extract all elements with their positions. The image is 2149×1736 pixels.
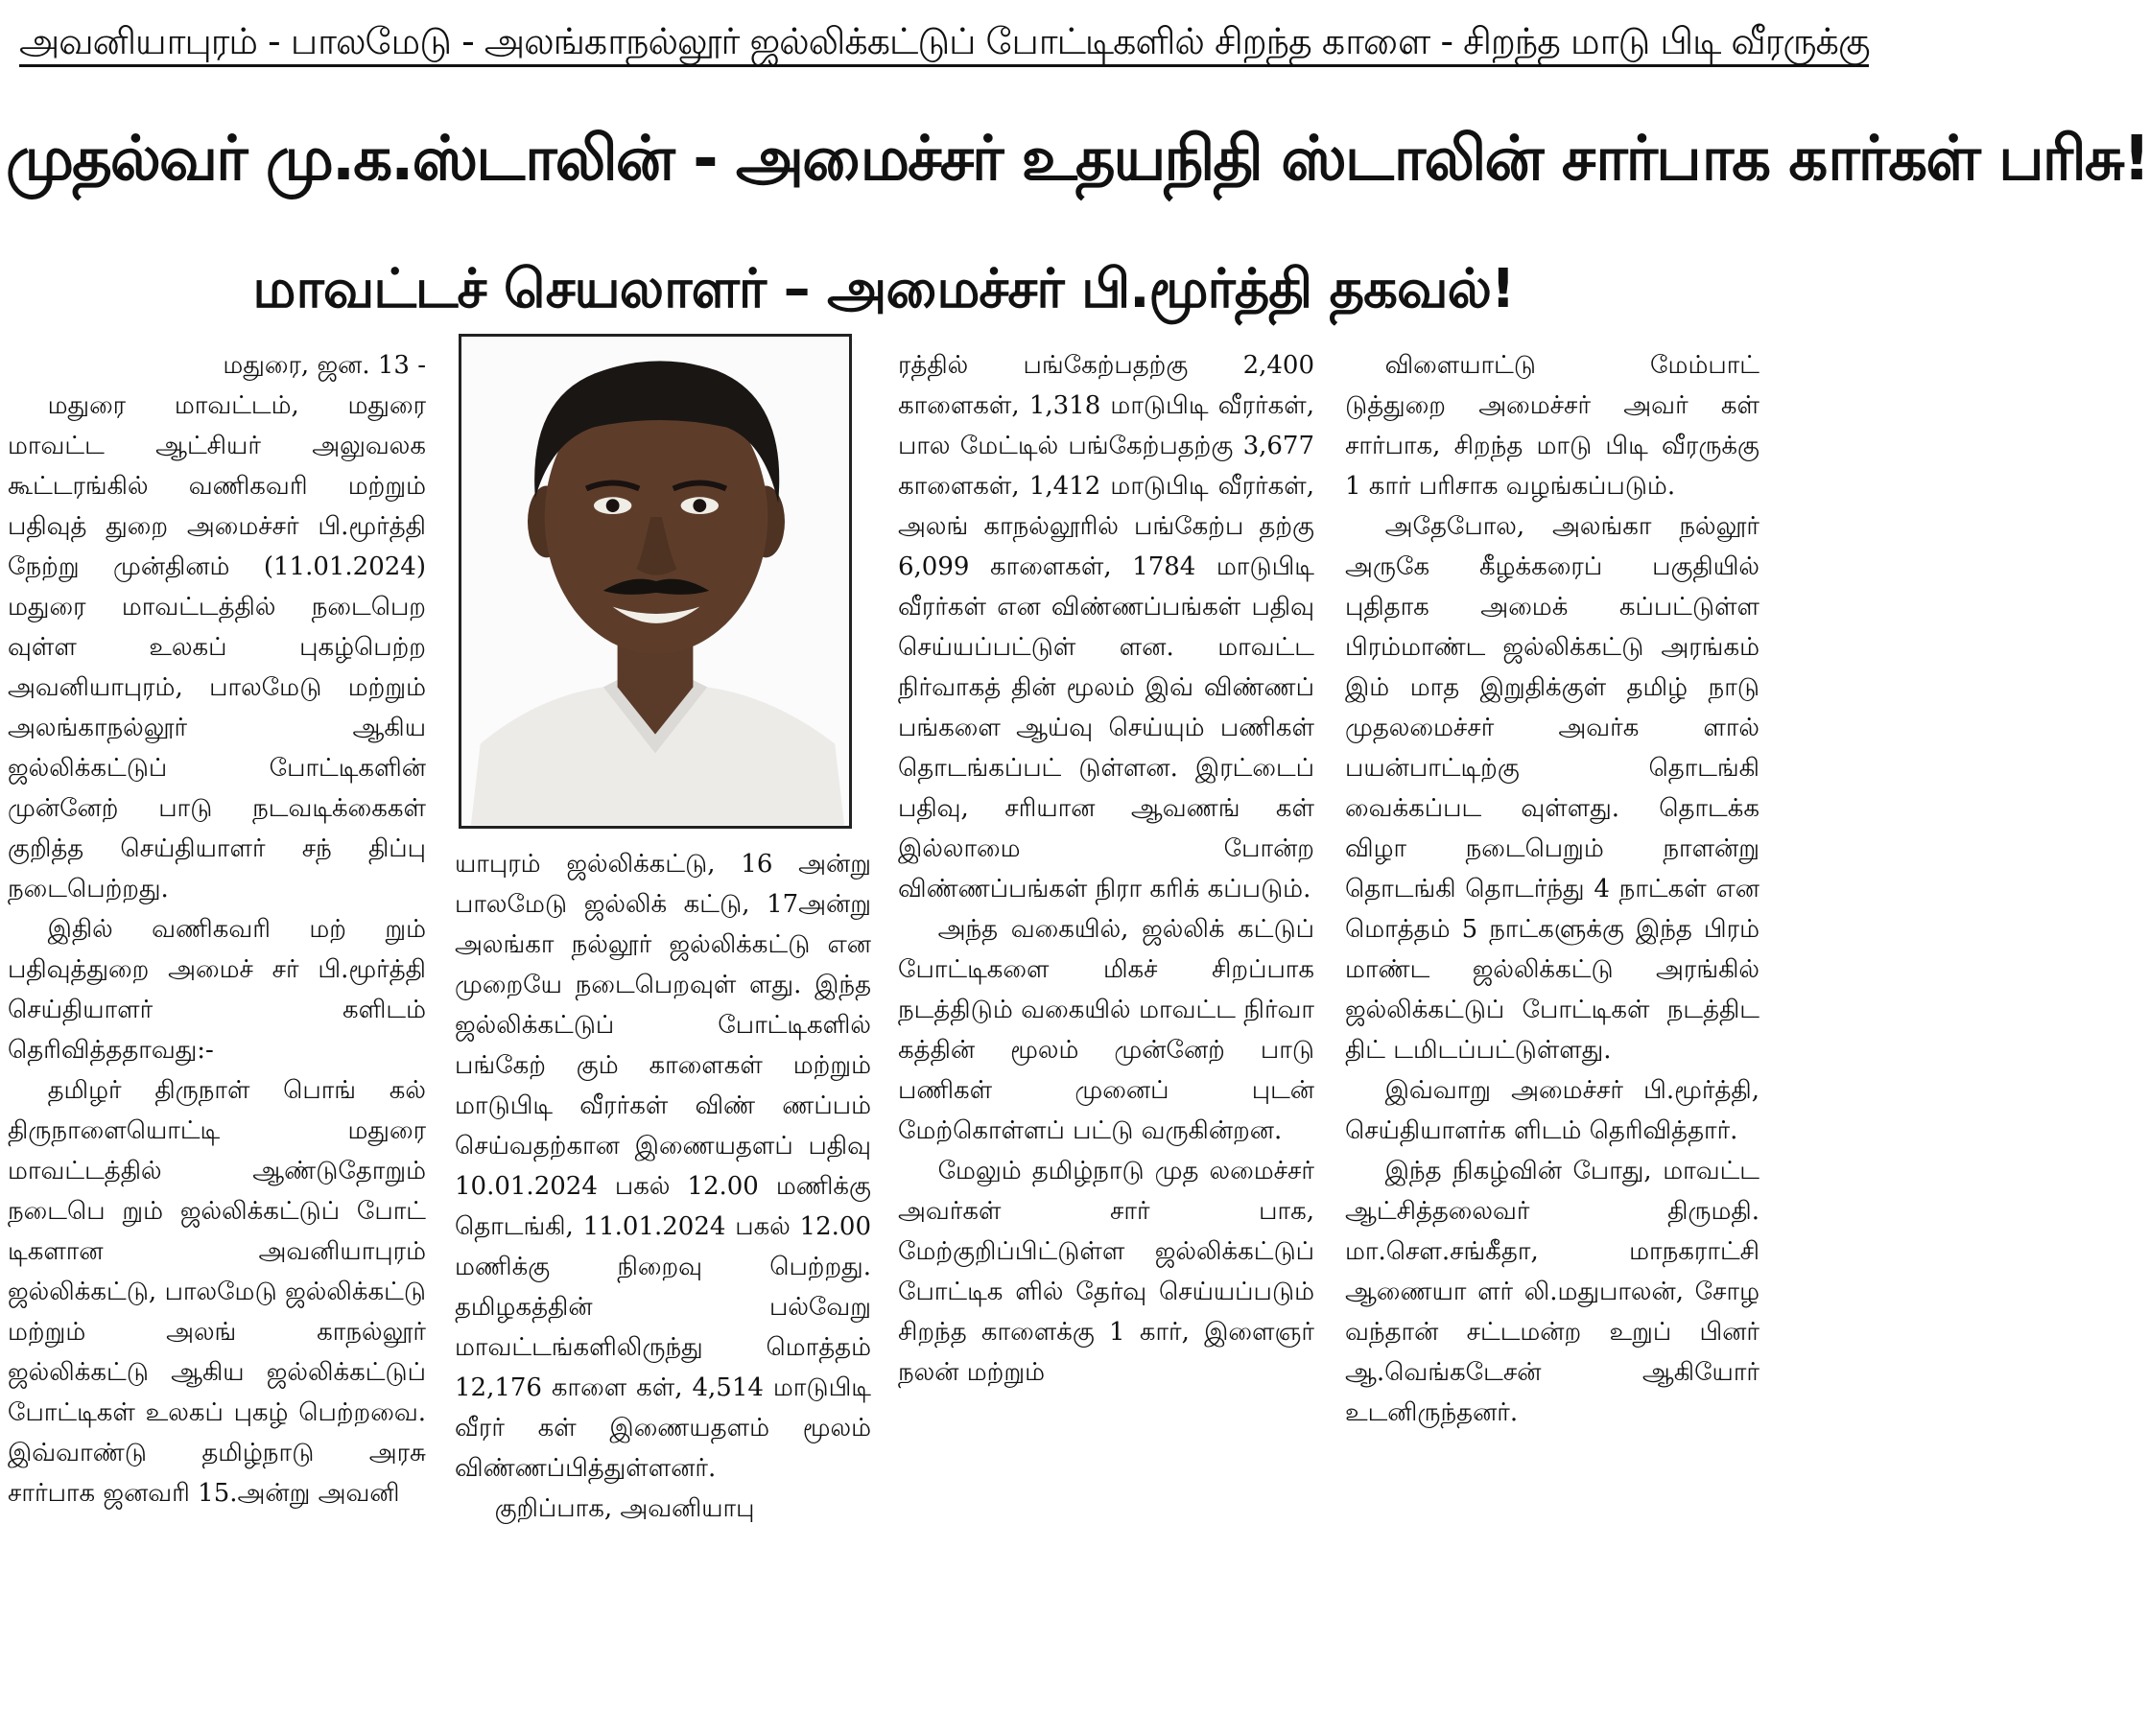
article-column-4 bbox=[1345, 345, 1759, 1731]
paragraph: தமிழர் திருநாள் பொங் கல் திருநாளையொட்டி மதுரை மாவட்டத்தில் ஆண்டுதோறும் நடைபெ றும் ஜல்லிக்கட்டுப் போட் டிகளான அவனியாபுரம் ஜல்லிக்கட்டு, பாலமேடு ஜல்லிக்கட்டு மற்றும் அலங் காநல்லூர் ஜல்லிக்கட்டு ஆகிய ஜல்லிக்கட்டுப் போட்டிகள் உலகப் புகழ் பெற்றவை. இவ்வாண்டு தமிழ்நாடு அரசு சார்பாக ஜனவரி 15.அன்று அவனி bbox=[8, 1076, 426, 1508]
paragraph: இவ்வாறு அமைச்சர் பி.மூர்த்தி, செய்தியாளர்க ளிடம் தெரிவித்தார். bbox=[1345, 1076, 1759, 1145]
paragraph: இந்த நிகழ்வின் போது, மாவட்ட ஆட்சித்தலைவர் திருமதி. மா.செள.சங்கீதா, மாநகராட்சி ஆணையா ளர் லி.மதுபாலன், சோழ வந்தான் சட்டமன்ற உறுப் பினர் ஆ.வெங்கடேசன் ஆகியோர் உடனிருந்தனர். bbox=[1345, 1157, 1759, 1427]
paragraph: மேலும் தமிழ்நாடு முத லமைச்சர் அவர்கள் சார் பாக, மேற்குறிப்பிட்டுள்ள ஜல்லிக்கட்டுப் போட்டிக ளில் தேர்வு செய்யப்படும் சிறந்த காளைக்கு 1 கார், இளைஞர் நலன் மற்றும் bbox=[898, 1157, 1314, 1387]
paragraph: மதுரை மாவட்டம், மதுரை மாவட்ட ஆட்சியர் அலுவலக கூட்டரங்கில் வணிகவரி மற்றும் பதிவுத் துறை அமைச்சர் பி.மூர்த்தி நேற்று முன்தினம் (11.01.2024) மதுரை மாவட்டத்தில் நடைபெற வுள்ள உலகப் புகழ்பெற்ற அவனியாபுரம், பாலமேடு மற்றும் அலங்காநல்லூர் ஆகிய ஜல்லிக்கட்டுப் போட்டிகளின் முன்னேற் பாடு நடவடிக்கைகள் குறித்த செய்தியாளர் சந் திப்பு நடைபெற்றது. bbox=[8, 391, 426, 903]
dateline: மதுரை, ஜன. 13 - bbox=[223, 351, 426, 380]
article-column-2 bbox=[455, 844, 871, 1731]
paragraph: ரத்தில் பங்கேற்பதற்கு 2,400 காளைகள், 1,318 மாடுபிடி வீரர்கள், பால மேட்டில் பங்கேற்பதற்கு 3,677 காளைகள், 1,412 மாடுபிடி வீரர்கள், அலங் காநல்லூரில் பங்கேற்ப தற்கு 6,099 காளைகள், 1784 மாடுபிடி வீரர்கள் என விண்ணப்பங்கள் பதிவு செய்யப்பட்டுள் ளன. மாவட்ட நிர்வாகத் தின் மூலம் இவ் விண்ணப் பங்களை ஆய்வு செய்யும் பணிகள் தொடங்கப்பட் டுள்ளன. இரட்டைப் பதிவு, சரியான ஆவணங் கள் இல்லாமை போன்ற விண்ணப்பங்கள் நிரா கரிக் கப்படும். bbox=[898, 351, 1314, 903]
kicker-line bbox=[19, 6, 1870, 77]
paragraph: குறிப்பாக, அவனியாபு bbox=[494, 1494, 755, 1523]
paragraph: இதில் வணிகவரி மற் றும் பதிவுத்துறை அமைச் சர் பி.மூர்த்தி செய்தியாளர் களிடம் தெரிவித்ததாவது:- bbox=[8, 915, 426, 1065]
portrait-photo bbox=[459, 334, 852, 829]
headline: முதல்வர் மு.க.ஸ்டாலின் - அமைச்சர் உதயநிதி ஸ்டாலின் சார்பாக கார்கள் பரிசு! bbox=[6, 124, 2149, 195]
paragraph: யாபுரம் ஜல்லிக்கட்டு, 16 அன்று பாலமேடு ஜல்லிக் கட்டு, 17அன்று அலங்கா நல்லூர் ஜல்லிக்கட்டு என முறையே நடைபெறவுள் ளது. இந்த ஜல்லிக்கட்டுப் போட்டிகளில் பங்கேற் கும் காளைகள் மற்றும் மாடுபிடி வீரர்கள் விண் ணப்பம் செய்வதற்கான இணையதளப் பதிவு 10.01.2024 பகல் 12.00 மணிக்கு தொடங்கி, 11.01.2024 பகல் 12.00 மணிக்கு நிறைவு பெற்றது. தமிழகத்தின் பல்வேறு மாவட்டங்களிலிருந்து மொத்தம் 12,176 காளை கள், 4,514 மாடுபிடி வீரர் கள் இணையதளம் மூலம் விண்ணப்பித்துள்ளனர். bbox=[455, 850, 871, 1483]
subheadline: மாவட்டச் செயலாளர் – அமைச்சர் பி.மூர்த்தி தகவல்! bbox=[252, 258, 1515, 320]
paragraph: விளையாட்டு மேம்பாட் டுத்துறை அமைச்சர் அவர் கள் சார்பாக, சிறந்த மாடு பிடி வீரருக்கு 1 கார் பரிசாக வழங்கப்படும். bbox=[1345, 351, 1759, 501]
paragraph: அதேபோல, அலங்கா நல்லூர் அருகே கீழக்கரைப் பகுதியில் புதிதாக அமைக் கப்பட்டுள்ள பிரம்மாண்ட ஜல்லிக்கட்டு அரங்கம் இம் மாத இறுதிக்குள் தமிழ் நாடு முதலமைச்சர் அவர்க ளால் பயன்பாட்டிற்கு தொடங்கி வைக்கப்பட வுள்ளது. தொடக்க விழா நடைபெறும் நாளன்று தொடங்கி தொடர்ந்து 4 நாட்கள் என மொத்தம் 5 நாட்களுக்கு இந்த பிரம் மாண்ட ஜல்லிக்கட்டு அரங்கில் ஜல்லிக்கட்டுப் போட்டிகள் நடத்திட திட் டமிடப்பட்டுள்ளது. bbox=[1345, 512, 1759, 1065]
kicker-text: அவனியாபுரம் - பாலமேடு - அலங்காநல்லூர் ஜல்லிக்கட்டுப் போட்டிகளில் சிறந்த காளை - சிறந்த மாடு பிடி வீரருக்கு bbox=[19, 20, 1869, 67]
portrait-photo-icon bbox=[461, 337, 849, 826]
article-column-3 bbox=[898, 345, 1314, 1731]
paragraph: அந்த வகையில், ஜல்லிக் கட்டுப் போட்டிகளை மிகச் சிறப்பாக நடத்திடும் வகையில் மாவட்ட நிர்வா கத்தின் மூலம் முன்னேற் பாடு பணிகள் முனைப் புடன் மேற்கொள்ளப் பட்டு வருகின்றன. bbox=[898, 915, 1314, 1145]
article-column-1 bbox=[8, 345, 426, 1731]
